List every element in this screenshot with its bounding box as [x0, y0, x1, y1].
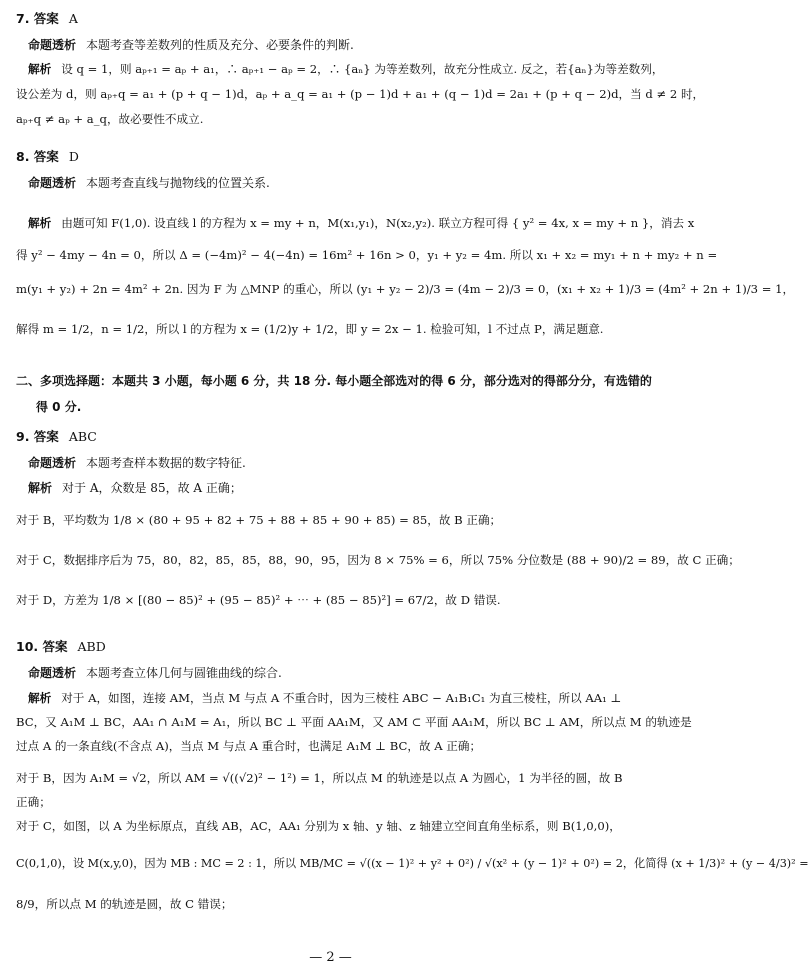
- q10-answer: ABD: [77, 639, 106, 654]
- q7-heading: 7. 答案 A: [16, 11, 78, 26]
- q9-insight: 命题透析 本题考查样本数据的数字特征.: [28, 456, 246, 470]
- q10-analysis-line-2: BC，又 A₁M ⊥ BC，AA₁ ∩ A₁M = A₁，所以 BC ⊥ 平面 AA₁M，又 AM ⊂ 平面 AA₁M，所以 BC ⊥ AM，所以点 M 的轨迹是: [16, 715, 692, 729]
- question-10: [16, 638, 809, 913]
- q8-analysis-line-2: 得 y² − 4my − 4n = 0，所以 Δ = (−4m)² − 4(−4n) = 16m² + 16n > 0，y₁ + y₂ = 4m. 所以 x₁ + x₂ = my₁ + n + my₂ + n =: [16, 248, 718, 262]
- q9-analysis-line-4: 对于 D，方差为 1/8 × [(80 − 85)² + (95 − 85)² + ⋯ + (85 − 85)²] = 67/2，故 D 错误.: [16, 593, 501, 607]
- q8-analysis-line-3: m(y₁ + y₂) + 2n = 4m² + 2n. 因为 F 为 △MNP 的重心，所以 (y₁ + y₂ − 2)/3 = (4m − 2)/3 = 0，(x₁ + x₂ + 1)/3 = (4m² + 2n + 1)/3 = 1，: [16, 282, 795, 296]
- q10-heading: 10. 答案 ABD: [16, 639, 106, 654]
- q8-analysis-line-4: 解得 m = 1/2，n = 1/2，所以 l 的方程为 x = (1/2)y + 1/2，即 y = 2x − 1. 检验可知，l 不过点 P，满足题意.: [16, 322, 604, 336]
- q7-insight: 命题透析 本题考查等差数列的性质及充分、必要条件的判断.: [28, 38, 354, 52]
- q10-analysis-line-5: 正确；: [16, 795, 51, 809]
- page-number: — 2 —: [309, 950, 352, 965]
- q9-analysis-line-1: 解析 对于 A，众数是 85，故 A 正确；: [28, 481, 242, 495]
- q10-analysis-line-1: 解析 对于 A，如图，连接 AM，当点 M 与点 A 不重合时，因为三棱柱 ABC − A₁B₁C₁ 为直三棱柱，所以 AA₁ ⊥: [28, 691, 622, 705]
- section-2-line-1: 二、多项选择题：本题共 3 小题，每小题 6 分，共 18 分. 每小题全部选对的得 6 分，部分选对的得部分分，有选错的: [16, 374, 652, 388]
- q10-analysis-line-4: 对于 B，因为 A₁M = √2，所以 AM = √((√2)² − 1²) = 1，所以点 M 的轨迹是以点 A 为圆心，1 为半径的圆，故 B: [16, 771, 623, 785]
- section-2-line-2: 得 0 分.: [36, 400, 82, 414]
- q8-heading: 8. 答案 D: [16, 149, 79, 164]
- question-7: [16, 10, 705, 128]
- q7-analysis-line-3: aₚ₊q ≠ aₚ + a_q，故必要性不成立.: [16, 112, 204, 126]
- q10-insight: 命题透析 本题考查立体几何与圆锥曲线的综合.: [28, 666, 282, 680]
- q10-analysis-line-6: 对于 C，如图，以 A 为坐标原点，直线 AB，AC，AA₁ 分别为 x 轴、y 轴、z 轴建立空间直角坐标系，则 B(1,0,0)，: [16, 819, 621, 833]
- q8-insight: 命题透析 本题考查直线与抛物线的位置关系.: [28, 176, 270, 190]
- q7-answer: A: [68, 11, 78, 26]
- q9-answer: ABC: [68, 429, 97, 444]
- q9-analysis-line-3: 对于 C，数据排序后为 75，80，82，85，85，88，90，95，因为 8 × 75% = 6，所以 75% 分位数是 (88 + 90)/2 = 89，故 C 正确；: [16, 553, 740, 567]
- q9-heading: 9. 答案 ABC: [16, 429, 97, 444]
- q10-analysis-line-7: C(0,1,0)，设 M(x,y,0)，因为 MB : MC = 2 : 1，所以 MB/MC = √((x − 1)² + y² + 0²) / √(x² + (y − 1)² + 0²) = 2，化简得 (x + 1/3)² + (y − 4/3)² =: [16, 857, 809, 870]
- q7-analysis-line-2: 设公差为 d，则 aₚ₊q = a₁ + (p + q − 1)d，aₚ + a_q = a₁ + (p − 1)d + a₁ + (q − 1)d = 2a₁ + (p + q − 2)d，当 d ≠ 2 时，: [16, 87, 705, 101]
- section-2-header: [16, 372, 652, 416]
- q8-answer: D: [68, 149, 79, 164]
- question-9: [16, 428, 740, 609]
- q8-analysis-line-1: 解析 由题可知 F(1,0). 设直线 l 的方程为 x = my + n，M(x₁,y₁)，N(x₂,y₂). 联立方程可得 { y² = 4x, x = my + n }，消去 x: [28, 216, 695, 230]
- q9-analysis-line-2: 对于 B，平均数为 1/8 × (80 + 95 + 82 + 75 + 88 + 85 + 90 + 85) = 85，故 B 正确；: [16, 513, 502, 527]
- question-8: [16, 148, 795, 338]
- q10-analysis-line-8: 8/9，所以点 M 的轨迹是圆，故 C 错误；: [16, 897, 233, 911]
- q10-analysis-line-3: 过点 A 的一条直线(不含点 A)，当点 M 与点 A 重合时，也满足 A₁M ⊥ BC，故 A 正确；: [16, 739, 482, 753]
- q7-analysis-line-1: 解析 设 q = 1，则 aₚ₊₁ = aₚ + a₁，∴ aₚ₊₁ − aₚ = 2，∴ {aₙ} 为等差数列，故充分性成立. 反之，若{aₙ}为等差数列，: [28, 62, 664, 76]
